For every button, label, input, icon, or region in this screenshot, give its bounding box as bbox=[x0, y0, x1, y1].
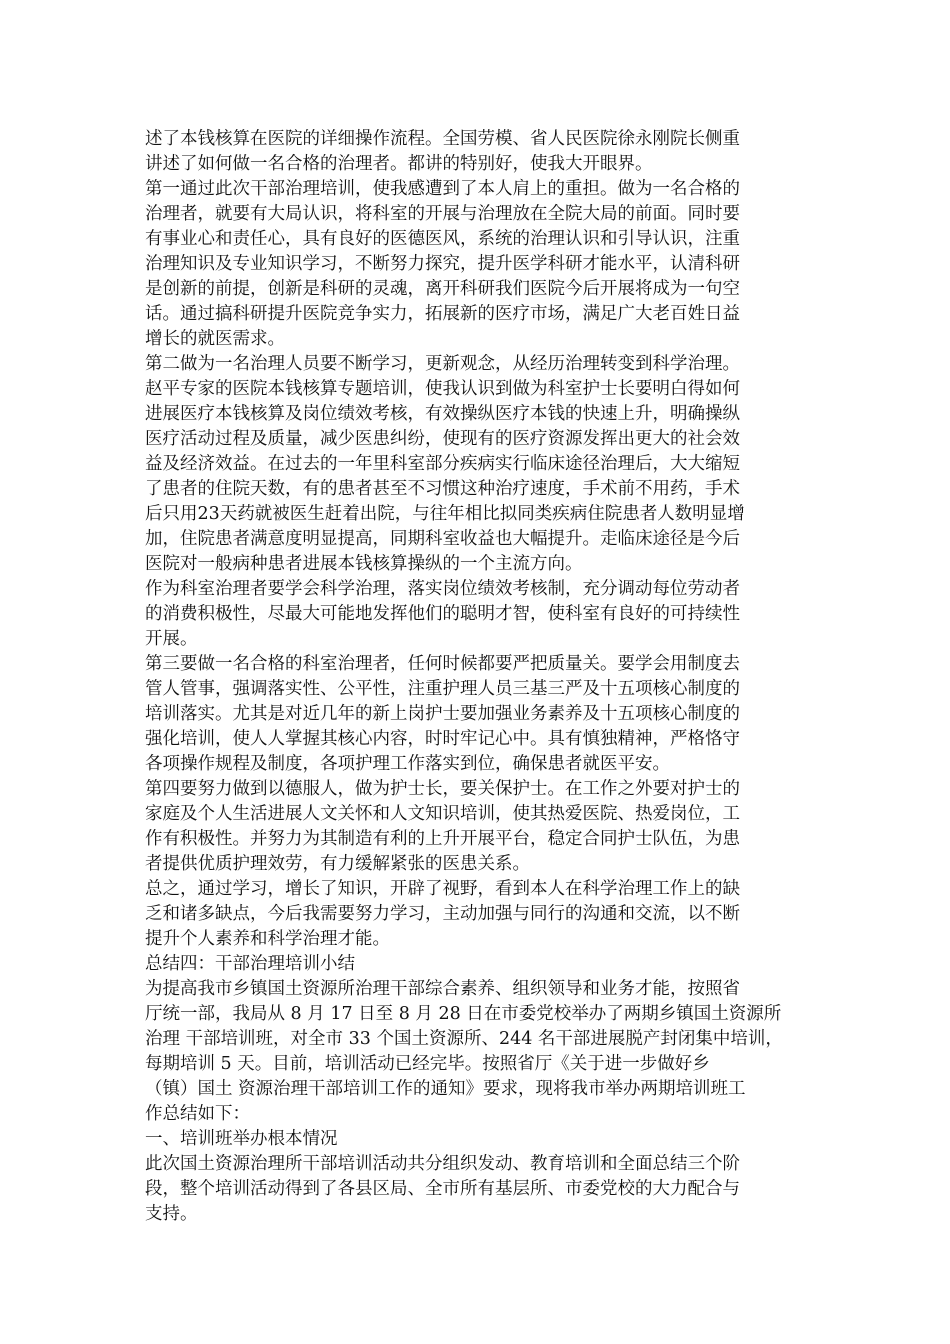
text-line: 乏和诸多缺点，今后我需要努力学习，主动加强与同行的沟通和交流，以不断 bbox=[145, 904, 740, 924]
text-line: 各项操作规程及制度，各项护理工作落实到位，确保患者就医平安。 bbox=[145, 754, 670, 774]
text-line: 了患者的住院天数，有的患者甚至不习惯这种治疗速度，手术前不用药，手术 bbox=[145, 479, 740, 499]
paragraph bbox=[145, 652, 825, 777]
text-line: 益及经济效益。在过去的一年里科室部分疾病实行临床途径治理后，大大缩短 bbox=[145, 454, 740, 474]
paragraph bbox=[145, 977, 825, 1127]
text-line: 讲述了如何做一名合格的治理者。都讲的特别好，使我大开眼界。 bbox=[145, 154, 653, 174]
paragraph bbox=[145, 352, 825, 577]
text-line: 第一通过此次干部治理培训，使我感遭到了本人肩上的重担。做为一名合格的 bbox=[145, 179, 740, 199]
text-line: 支持。 bbox=[145, 1204, 198, 1224]
text-line: 加，住院患者满意度明显提高，同期科室收益也大幅提升。走临床途径是今后 bbox=[145, 529, 740, 549]
text-line: 一、培训班举办根本情况 bbox=[145, 1129, 338, 1149]
text-line: 此次国土资源治理所干部培训活动共分组织发动、教育培训和全面总结三个阶 bbox=[145, 1154, 740, 1174]
text-line: 有事业心和责任心，具有良好的医德医风，系统的治理认识和引导认识，注重 bbox=[145, 229, 740, 249]
text-line: 厅统一部，我局从 8 月 17 日至 8 月 28 日在市委党校举办了两期乡镇国土资源所 bbox=[145, 1004, 782, 1024]
document-body bbox=[145, 127, 825, 1227]
paragraph bbox=[145, 952, 825, 977]
text-line: 开展。 bbox=[145, 629, 198, 649]
text-line: 培训落实。尤其是对近几年的新上岗护士要加强业务素养及十五项核心制度的 bbox=[145, 704, 740, 724]
paragraph bbox=[145, 1152, 825, 1227]
text-line: 赵平专家的医院本钱核算专题培训，使我认识到做为科室护士长要明白得如何 bbox=[145, 379, 740, 399]
text-line: 每期培训 5 天。目前，培训活动已经完毕。按照省厅《关于进一步做好乡 bbox=[145, 1054, 710, 1074]
paragraph bbox=[145, 1127, 825, 1152]
text-line: 治理知识及专业知识学习，不断努力探究，提升医学科研才能水平，认清科研 bbox=[145, 254, 740, 274]
paragraph bbox=[145, 877, 825, 952]
text-line: 治理 干部培训班，对全市 33 个国土资源所、244 名干部进展脱产封闭集中培训， bbox=[145, 1029, 783, 1049]
text-line: 进展医疗本钱核算及岗位绩效考核，有效操纵医疗本钱的快速上升，明确操纵 bbox=[145, 404, 740, 424]
text-line: 治理者，就要有大局认识，将科室的开展与治理放在全院大局的前面。同时要 bbox=[145, 204, 740, 224]
paragraph bbox=[145, 577, 825, 652]
paragraph bbox=[145, 177, 825, 352]
text-line: 总结四：干部治理培训小结 bbox=[145, 954, 355, 974]
text-line: 是创新的前提，创新是科研的灵魂，离开科研我们医院今后开展将成为一句空 bbox=[145, 279, 740, 299]
text-line: 强化培训，使人人掌握其核心内容，时时牢记心中。具有慎独精神，严格恪守 bbox=[145, 729, 740, 749]
paragraph bbox=[145, 127, 825, 177]
text-line: 作有积极性。并努力为其制造有利的上升开展平台，稳定合同护士队伍，为患 bbox=[145, 829, 740, 849]
text-line: 为提高我市乡镇国土资源所治理干部综合素养、组织领导和业务才能，按照省 bbox=[145, 979, 740, 999]
text-line: 的消费积极性，尽最大可能地发挥他们的聪明才智，使科室有良好的可持续性 bbox=[145, 604, 740, 624]
text-line: 提升个人素养和科学治理才能。 bbox=[145, 929, 390, 949]
text-line: 者提供优质护理效劳，有力缓解紧张的医患关系。 bbox=[145, 854, 530, 874]
text-line: 述了本钱核算在医院的详细操作流程。全国劳模、省人民医院徐永刚院长侧重 bbox=[145, 129, 740, 149]
text-line: 医院对一般病种患者进展本钱核算操纵的一个主流方向。 bbox=[145, 554, 583, 574]
text-line: 增长的就医需求。 bbox=[145, 329, 285, 349]
text-line: 医疗活动过程及质量，减少医患纠纷，使现有的医疗资源发挥出更大的社会效 bbox=[145, 429, 740, 449]
text-line: 总之，通过学习，增长了知识，开辟了视野，看到本人在科学治理工作上的缺 bbox=[145, 879, 740, 899]
text-line: 第四要努力做到以德服人，做为护士长，要关保护士。在工作之外要对护士的 bbox=[145, 779, 740, 799]
text-line: 作总结如下： bbox=[145, 1104, 250, 1124]
text-line: 管人管事，强调落实性、公平性，注重护理人员三基三严及十五项核心制度的 bbox=[145, 679, 740, 699]
text-line: （镇）国土 资源治理干部培训工作的通知》要求，现将我市举办两期培训班工 bbox=[145, 1079, 746, 1099]
text-line: 段，整个培训活动得到了各县区局、全市所有基层所、市委党校的大力配合与 bbox=[145, 1179, 740, 1199]
text-line: 第二做为一名治理人员要不断学习，更新观念，从经历治理转变到科学治理。 bbox=[145, 354, 740, 374]
text-line: 后只用23天药就被医生赶着出院，与往年相比拟同类疾病住院患者人数明显增 bbox=[145, 504, 745, 524]
text-line: 话。通过搞科研提升医院竞争实力，拓展新的医疗市场，满足广大老百姓日益 bbox=[145, 304, 740, 324]
paragraph bbox=[145, 777, 825, 877]
text-line: 第三要做一名合格的科室治理者，任何时候都要严把质量关。要学会用制度去 bbox=[145, 654, 740, 674]
text-line: 作为科室治理者要学会科学治理，落实岗位绩效考核制，充分调动每位劳动者 bbox=[145, 579, 740, 599]
text-line: 家庭及个人生活进展人文关怀和人文知识培训，使其热爱医院、热爱岗位，工 bbox=[145, 804, 740, 824]
